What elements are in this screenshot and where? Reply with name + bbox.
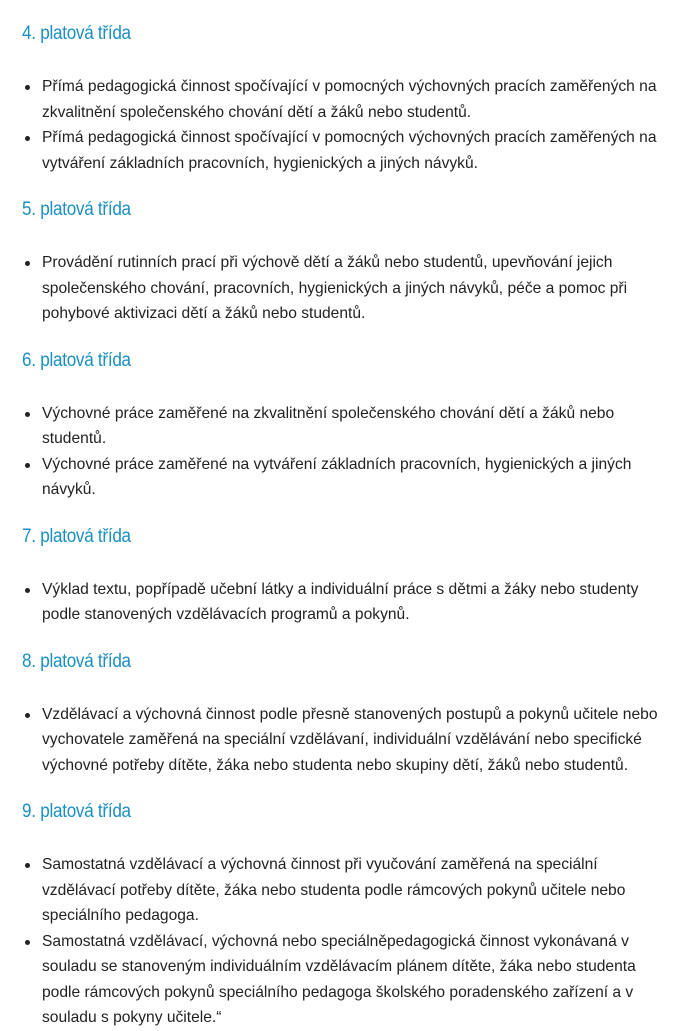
section-salary-class-6 [22, 349, 658, 503]
list-item: Přímá pedagogická činnost spočívající v pomocných výchovných pracích zaměřených na vytváření základních pracovních, hygienických a jiných návyků. [22, 125, 658, 176]
section-title: 7. platová třída [22, 525, 131, 547]
section-title: 6. platová třída [22, 349, 131, 371]
section-title: 8. platová třída [22, 650, 131, 672]
list-item: Samostatná vzdělávací, výchovná nebo speciálněpedagogická činnost vykonávaná v souladu se stanoveným individuálním vzdělávacím plánem dítěte, žáka nebo studenta podle rámcových pokynů speciálního pedagoga školského poradenského zařízení a v souladu s pokyny učitele.“ [22, 929, 658, 1031]
section-salary-class-9 [22, 800, 658, 1031]
list-item: Přímá pedagogická činnost spočívající v pomocných výchovných pracích zaměřených na zkvalitnění společenského chování dětí a žáků nebo studentů. [22, 74, 658, 125]
bullet-list [22, 74, 658, 176]
list-item: Výchovné práce zaměřené na vytváření základních pracovních, hygienických a jiných návyků. [22, 452, 658, 503]
list-item: Provádění rutinních prací při výchově dětí a žáků nebo studentů, upevňování jejich společenského chování, pracovních, hygienických a jiných návyků, péče a pomoc při pohybové aktivizaci dětí a žáků nebo studentů. [22, 250, 658, 327]
bullet-list [22, 852, 658, 1031]
list-item: Výklad textu, popřípadě učební látky a individuální práce s dětmi a žáky nebo studenty podle stanovených vzdělávacích programů a pokynů. [22, 577, 658, 628]
section-title: 5. platová třída [22, 199, 131, 220]
section-title: 4. platová třída [22, 23, 131, 44]
section-title: 9. platová třída [22, 801, 131, 822]
bullet-list [22, 250, 658, 327]
list-item: Samostatná vzdělávací a výchovná činnost při vyučování zaměřená na speciální vzdělávací potřeby dítěte, žáka nebo studenta podle rámcových pokynů učitele nebo speciálního pedagoga. [22, 852, 658, 929]
section-salary-class-8 [22, 650, 658, 779]
bullet-list [22, 702, 658, 779]
section-salary-class-4 [22, 22, 658, 176]
section-salary-class-7 [22, 525, 658, 628]
section-salary-class-5 [22, 198, 658, 327]
list-item: Vzdělávací a výchovná činnost podle přesně stanovených postupů a pokynů učitele nebo vychovatele zaměřená na speciální vzdělávaní, individuální vzdělávání nebo specifické výchovné potřeby dítěte, žáka nebo studenta nebo skupiny dětí, žáků nebo studentů. [22, 702, 658, 779]
list-item: Výchovné práce zaměřené na zkvalitnění společenského chování dětí a žáků nebo studentů. [22, 401, 658, 452]
bullet-list [22, 577, 658, 628]
bullet-list [22, 401, 658, 503]
